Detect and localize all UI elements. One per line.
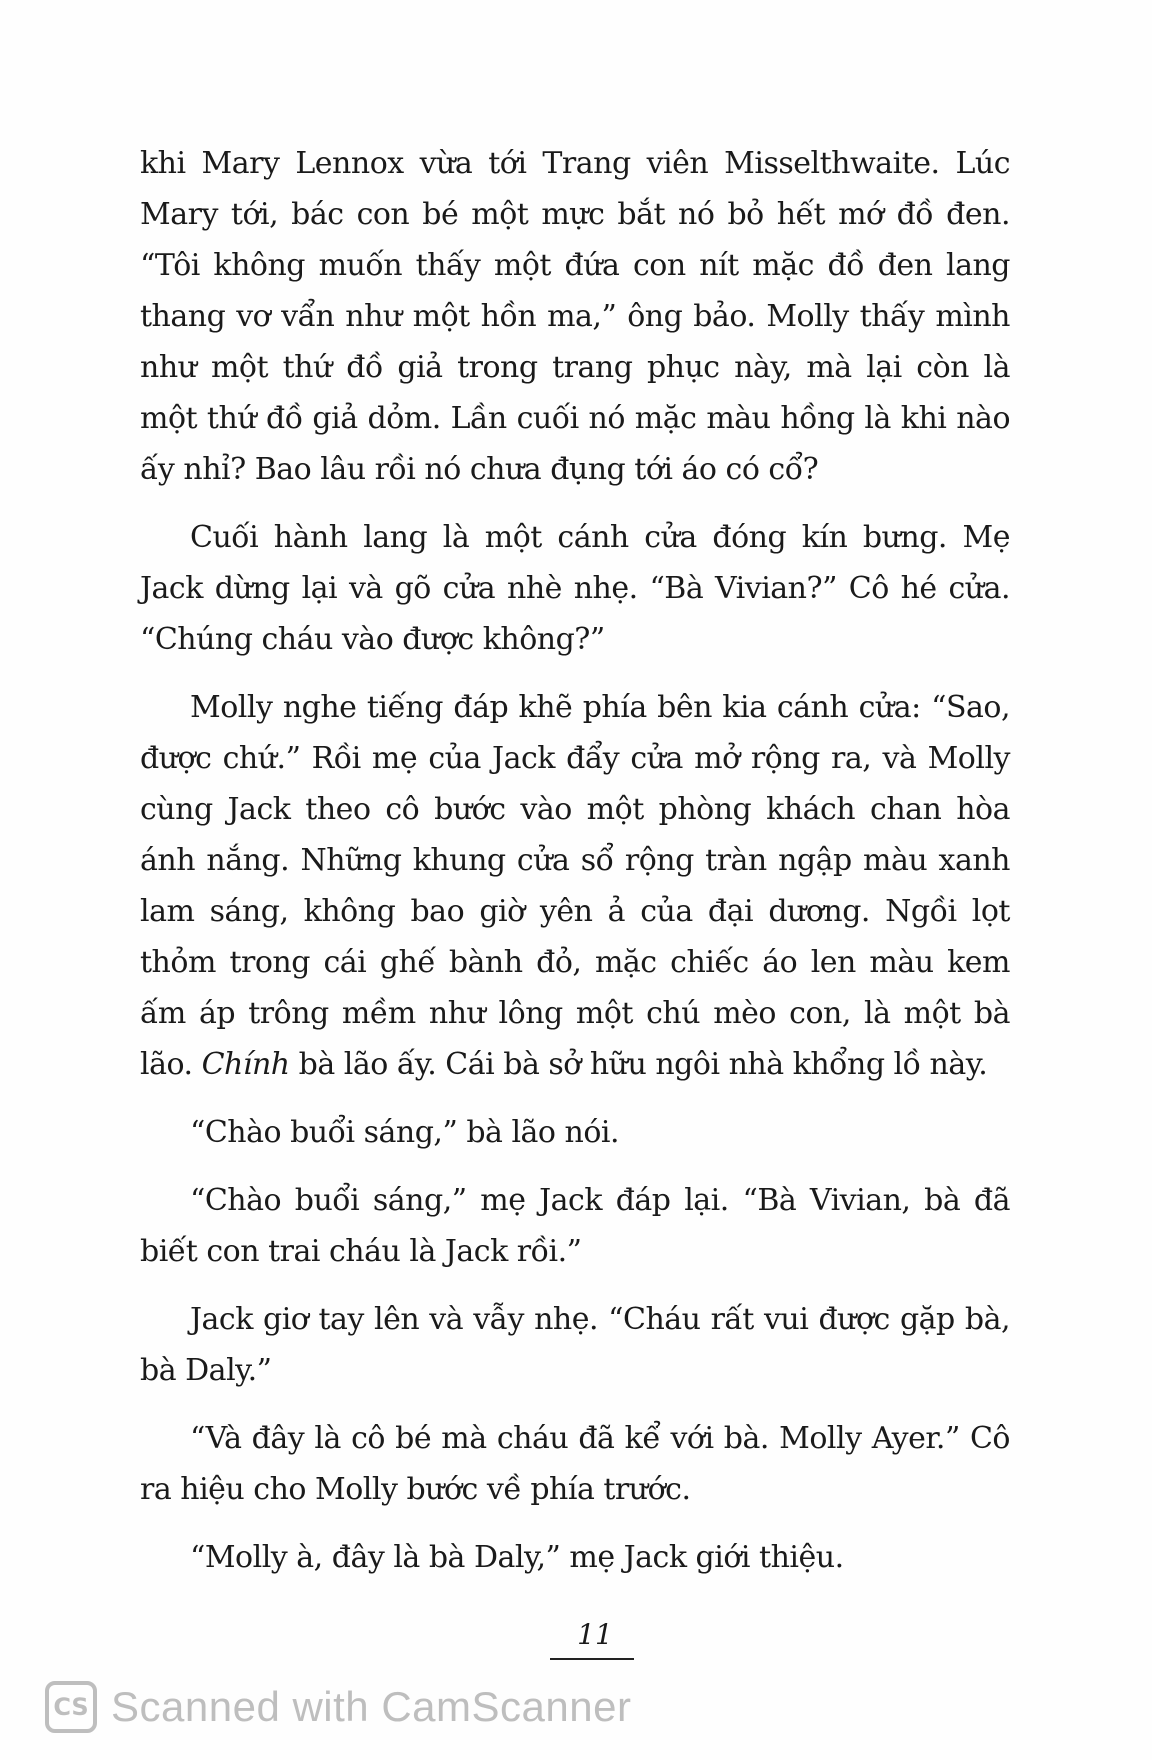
camscanner-watermark	[45, 1675, 631, 1739]
page-number-rule	[550, 1658, 634, 1660]
paragraph: “Molly à, đây là bà Daly,” mẹ Jack giới thiệu.	[190, 1540, 844, 1575]
camscanner-logo-icon: CS	[45, 1681, 97, 1733]
paragraph-text: Molly nghe tiếng đáp khẽ phía bên kia cánh cửa: “Sao, được chứ.” Rồi mẹ của Jack đẩy cửa mở rộng ra, và Molly cùng Jack theo cô bước vào một phòng khách chan hòa ánh nắng. Những khung cửa sổ rộng tràn ngập màu xanh lam sáng, không bao giờ yên ả của đại dương. Ngồi lọt thỏm trong cái ghế bành đỏ, mặc chiếc áo len màu kem ấm áp trông mềm như lông một chú mèo con, là một bà lão.	[140, 690, 1010, 1082]
paragraph: “Chào buổi sáng,” mẹ Jack đáp lại. “Bà Vivian, bà đã biết con trai cháu là Jack rồi.”	[140, 1183, 1010, 1269]
paragraph-continuation: khi Mary Lennox vừa tới Trang viên Misselthwaite. Lúc Mary tới, bác con bé một mực bắt nó bỏ hết mớ đồ đen. “Tôi không muốn thấy một đứa con nít mặc đồ đen lang thang vơ vẩn như một hồn ma,” ông bảo. Molly thấy mình như một thứ đồ giả trong trang phục này, mà lại còn là một thứ đồ giả dỏm. Lần cuối nó mặc màu hồng là khi nào ấy nhỉ? Bao lâu rồi nó chưa đụng tới áo có cổ?	[140, 146, 1010, 487]
paragraph: “Và đây là cô bé mà cháu đã kể với bà. Molly Ayer.” Cô ra hiệu cho Molly bước về phía trước.	[140, 1421, 1010, 1507]
paragraph	[140, 682, 1010, 1090]
paragraph: “Chào buổi sáng,” bà lão nói.	[190, 1115, 620, 1150]
paragraph: Jack giơ tay lên và vẫy nhẹ. “Cháu rất vui được gặp bà, bà Daly.”	[140, 1302, 1010, 1388]
paragraph: Cuối hành lang là một cánh cửa đóng kín bưng. Mẹ Jack dừng lại và gõ cửa nhè nhẹ. “Bà Vivian?” Cô hé cửa. “Chúng cháu vào được không?”	[140, 520, 1010, 657]
body-text	[140, 138, 1010, 1600]
paragraph-text: bà lão ấy. Cái bà sở hữu ngôi nhà khổng lồ này.	[289, 1047, 988, 1082]
paragraph-italic-text: Chính	[201, 1047, 290, 1082]
watermark-text: Scanned with CamScanner	[111, 1683, 632, 1730]
page-number: 11	[577, 1618, 613, 1651]
